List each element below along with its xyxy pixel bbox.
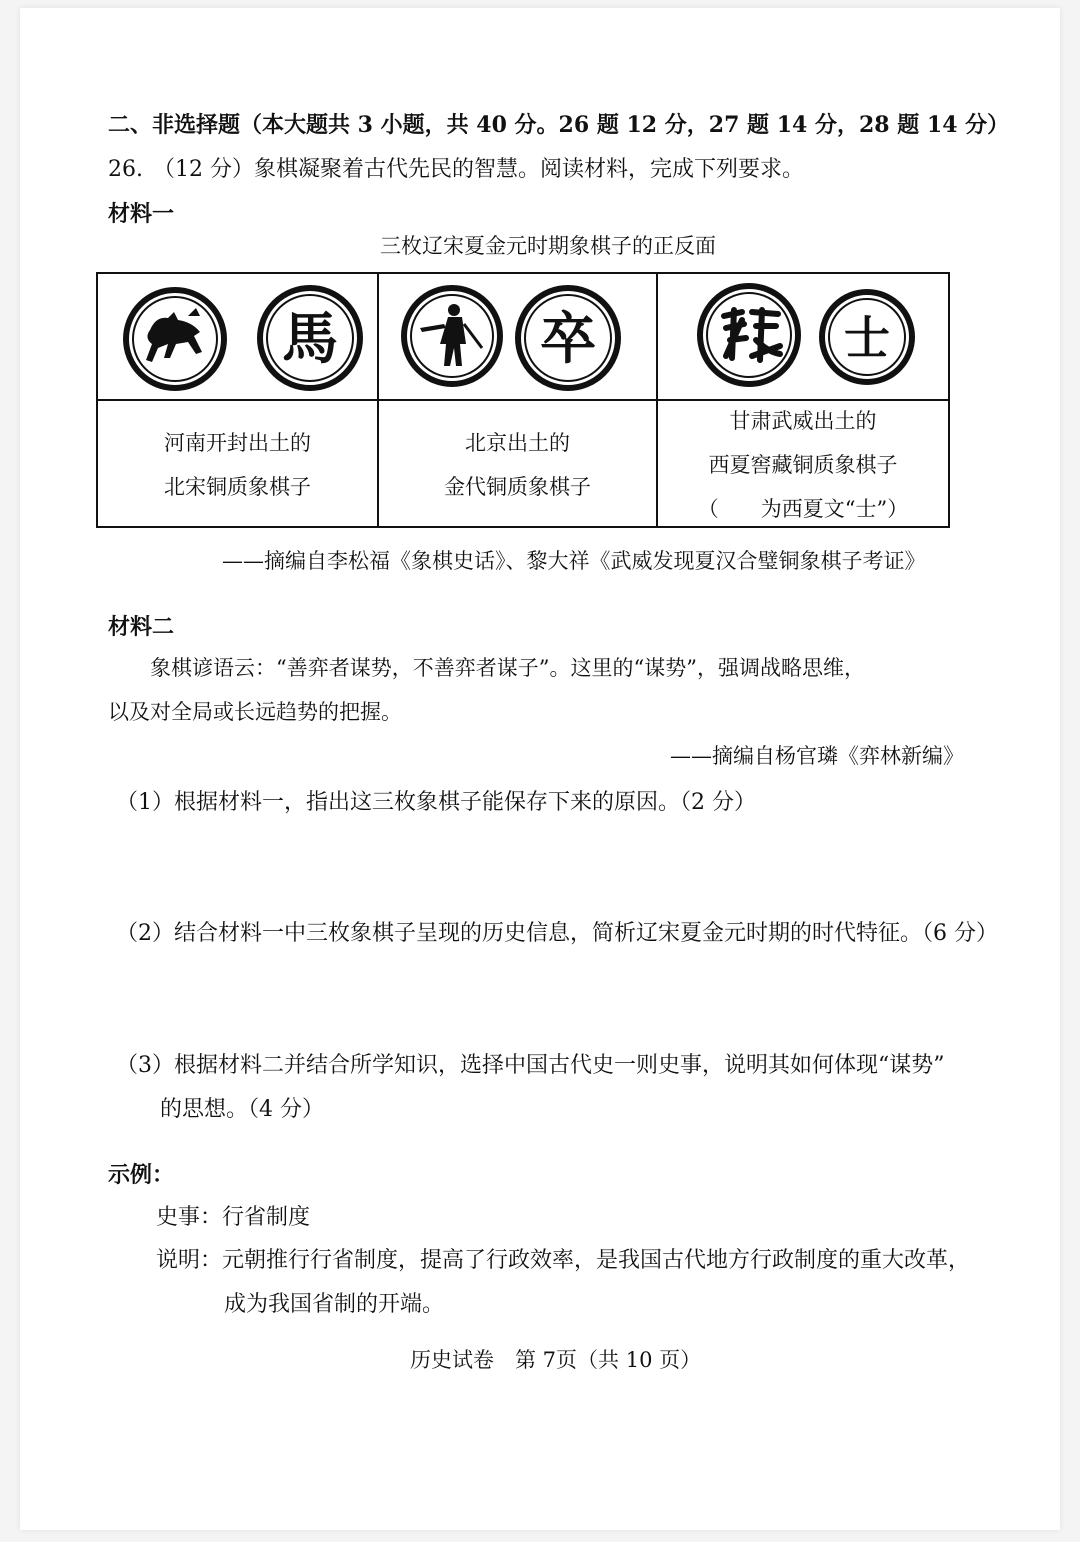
piece-desc-1-line2: 北宋铜质象棋子 <box>164 475 311 499</box>
material1-caption: 三枚辽宋夏金元时期象棋子的正反面 <box>380 234 716 258</box>
material2-line2: 以及对全局或长远趋势的把握。 <box>108 700 402 724</box>
example-label: 示例： <box>108 1162 175 1188</box>
shi-character-coin-icon <box>818 288 916 386</box>
question-intro <box>108 152 804 183</box>
sub-question-1: （1）根据材料一，指出这三枚象棋子能保存下来的原因。（2 分） <box>116 790 756 815</box>
material2-label: 材料二 <box>108 614 175 640</box>
piece-desc-3-line3: （ 为西夏文“士”） <box>697 497 909 521</box>
piece-desc-2 <box>379 402 656 528</box>
material1-label: 材料一 <box>108 201 175 227</box>
piece-desc-1 <box>98 402 377 528</box>
page-footer: 历史试卷 第 7页（共 10 页） <box>410 1348 702 1372</box>
zu-character-coin-icon <box>514 284 622 392</box>
ma-glyph: 馬 <box>282 306 338 372</box>
sub-question-3-line1: （3）根据材料二并结合所学知识，选择中国古代史一则史事，说明其如何体现“谋势” <box>116 1053 945 1078</box>
piece-desc-2-line1: 北京出土的 <box>465 431 570 455</box>
horse-figure-coin-icon <box>122 286 228 392</box>
sub-question-3-line2: 的思想。（4 分） <box>160 1097 324 1122</box>
question-intro-text: （12 分）象棋凝聚着古代先民的智慧。阅读材料，完成下列要求。 <box>153 157 804 182</box>
piece-desc-3 <box>658 402 948 528</box>
ma-character-coin-icon <box>256 284 364 392</box>
piece-desc-3-line1: 甘肃武威出土的 <box>729 409 877 433</box>
example-explain-line2: 成为我国省制的开端。 <box>224 1292 445 1317</box>
material1-source: ——摘编自李松福《象棋史话》、黎大祥《武威发现夏汉合璧铜象棋子考证》 <box>222 549 926 573</box>
material2-line1: 象棋谚语云：“善弈者谋势，不善弈者谋子”。这里的“谋势”，强调战略思维， <box>150 656 865 680</box>
material2-source: ——摘编自杨官璘《弈林新编》 <box>670 744 964 768</box>
example-explain-line1: 说明：元朝推行行省制度，提高了行政效率，是我国古代地方行政制度的重大改革， <box>156 1248 971 1273</box>
xixia-script-coin-icon <box>696 282 802 388</box>
sub-question-2: （2）结合材料一中三枚象棋子呈现的历史信息，简析辽宋夏金元时期的时代特征。（6 分） <box>116 921 998 946</box>
shi-glyph: 士 <box>844 311 890 365</box>
section-heading: 二、非选择题（本大题共 3 小题，共 40 分。26 题 12 分，27 题 14 分，28 题 14 分） <box>108 112 1010 138</box>
piece-desc-3-line2: 西夏窖藏铜质象棋子 <box>708 453 898 477</box>
chess-pieces-table <box>96 272 950 528</box>
zu-glyph: 卒 <box>540 306 596 372</box>
example-event: 史事：行省制度 <box>156 1205 311 1230</box>
question-number: 26. <box>108 157 143 182</box>
piece-desc-1-line1: 河南开封出土的 <box>164 431 311 455</box>
soldier-figure-coin-icon <box>400 284 504 388</box>
piece-desc-2-line2: 金代铜质象棋子 <box>444 475 591 499</box>
